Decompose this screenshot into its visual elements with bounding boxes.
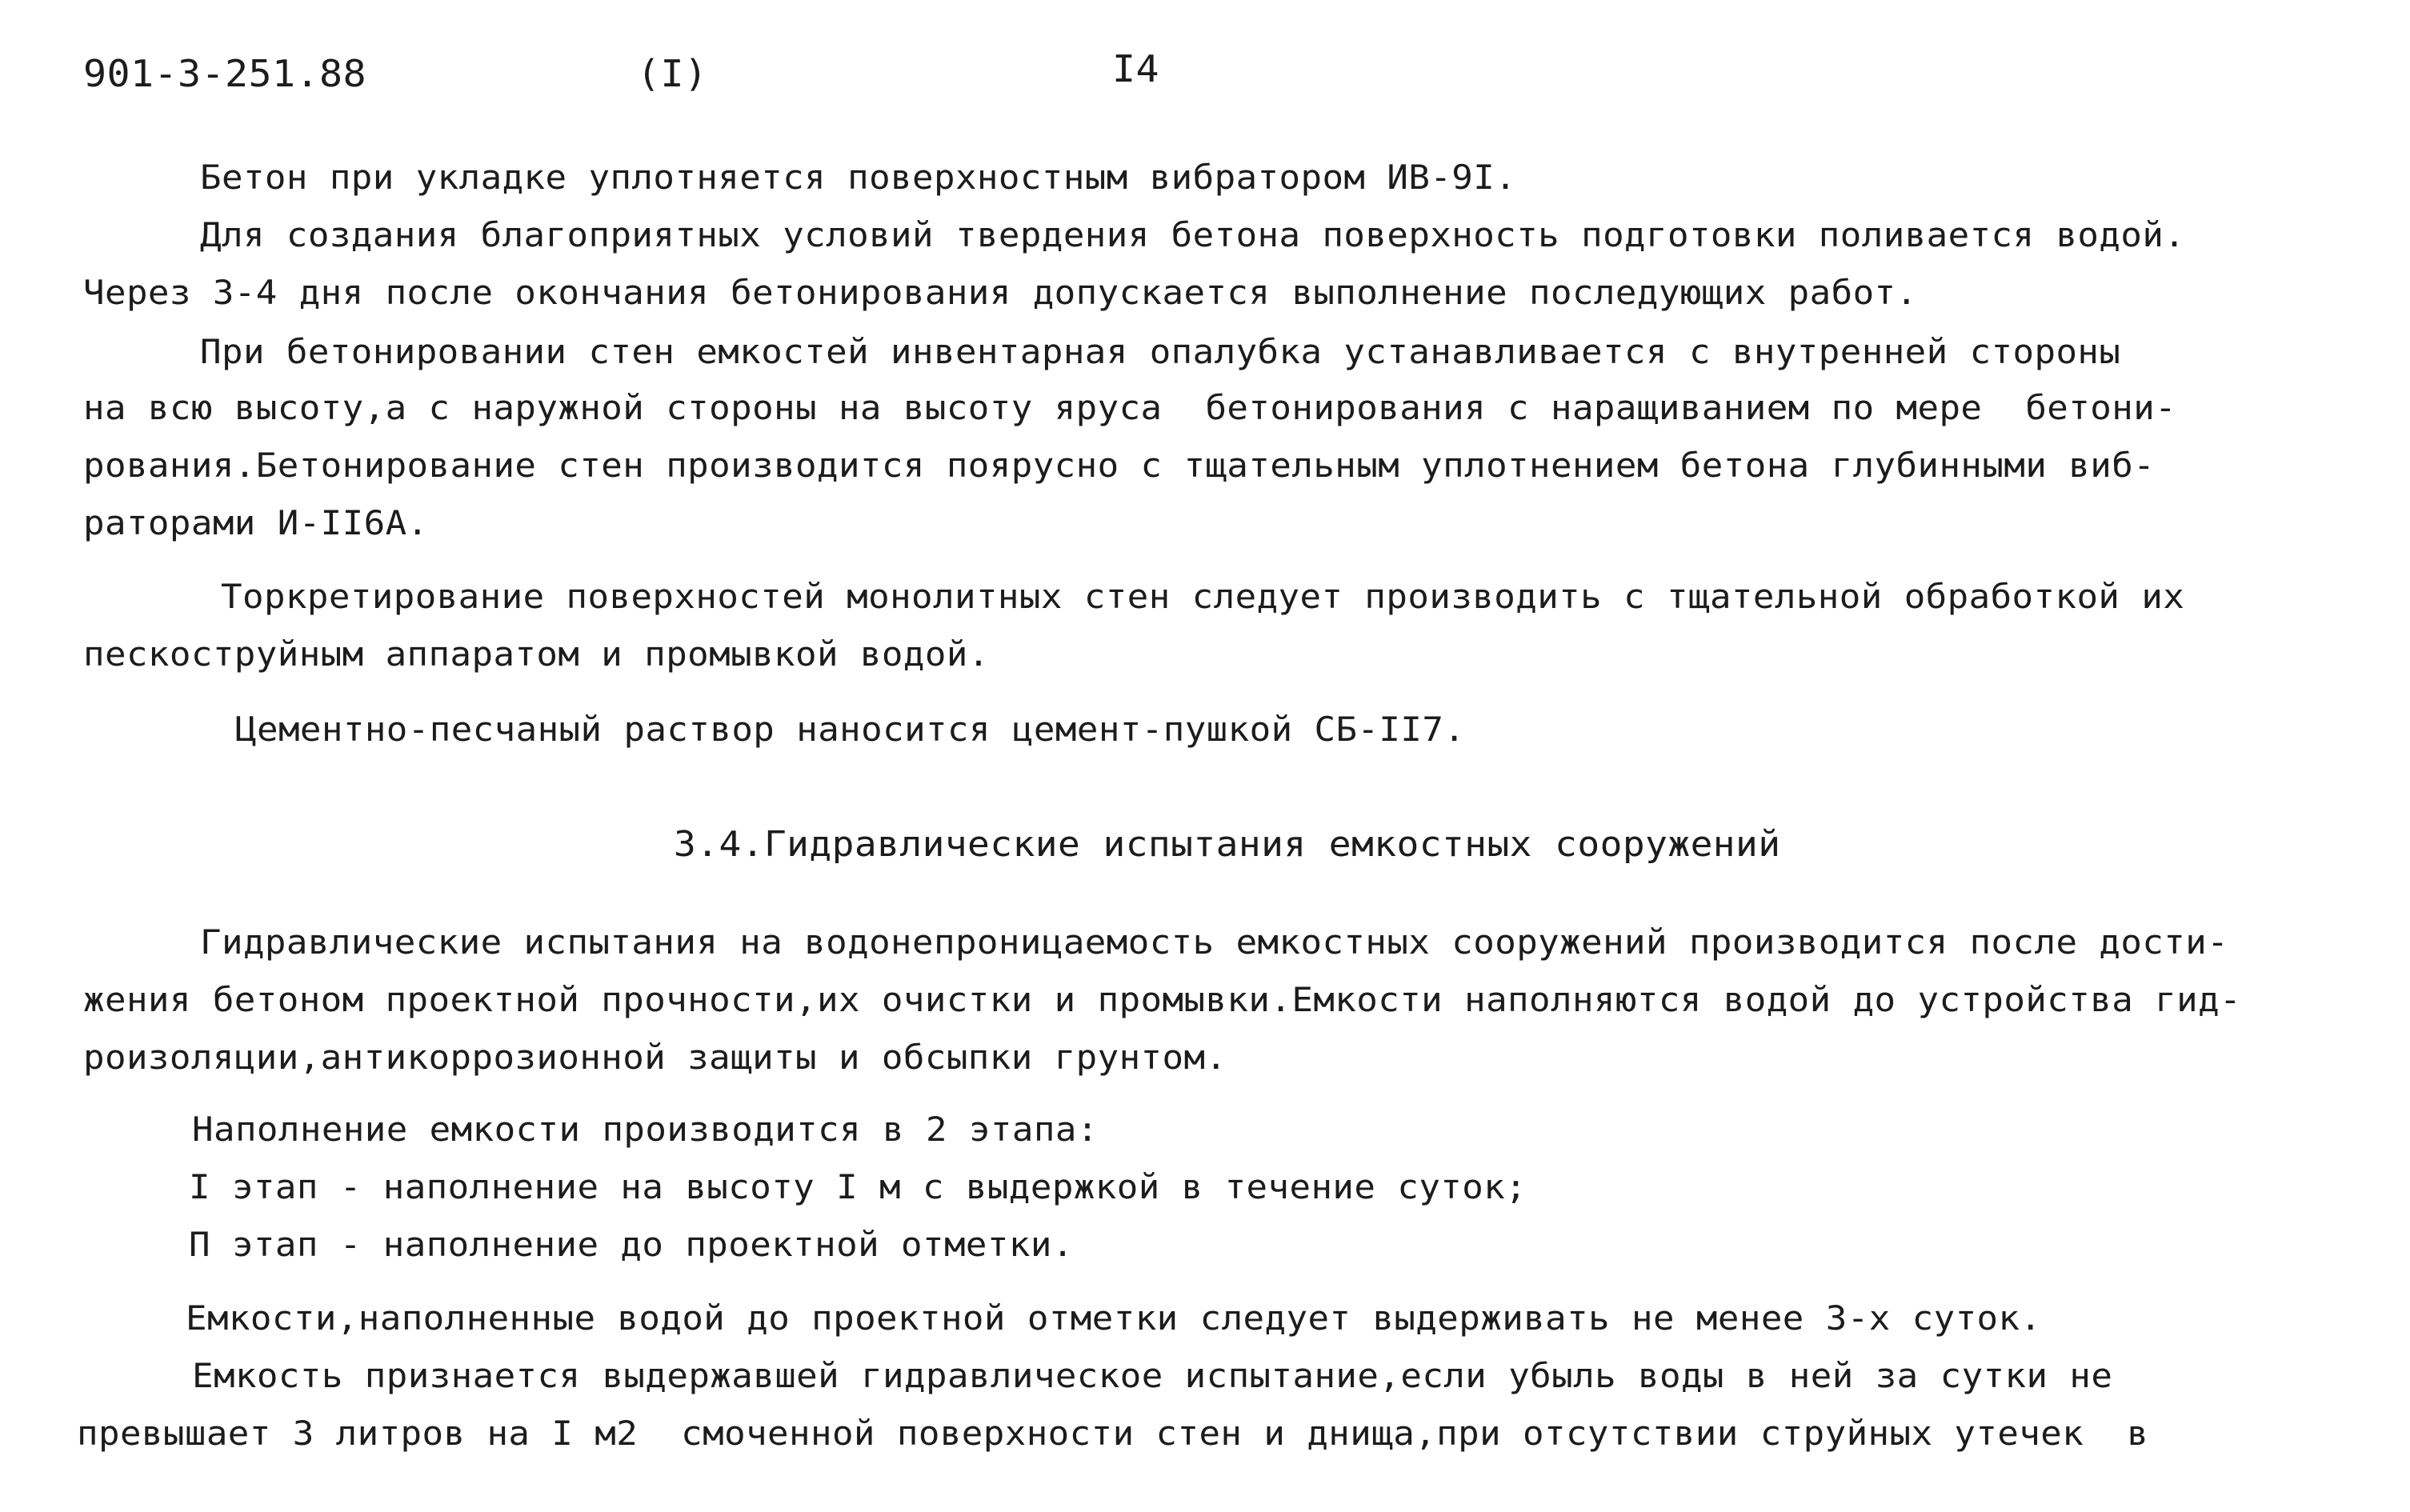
- section-heading: 3.4.Гидравлические испытания емкостных сооружений: [674, 824, 1781, 865]
- stage-one-line: I этап - наполнение на высоту I м с выдержкой в течение суток;: [189, 1167, 1527, 1206]
- section-paragraph-line: Гидравлические испытания на водонепроницаемость емкостных сооружений производится после дости-: [200, 922, 2229, 962]
- paragraph-line: пескоструйным аппаратом и промывкой водой.: [83, 634, 990, 674]
- paragraph-line: При бетонировании стен емкостей инвентарная опалубка устанавливается с внутренней стороны: [200, 332, 2121, 371]
- paragraph-line: Торкретирование поверхностей монолитных стен следует производить с тщательной обработкой их: [221, 577, 2185, 616]
- document-part: (I): [637, 52, 708, 95]
- paragraph-line: рования.Бетонирование стен производится поярусно с тщательным уплотнением бетона глубинными виб-: [83, 446, 2156, 485]
- section-paragraph-line: роизоляции,антикоррозионной защиты и обсыпки грунтом.: [83, 1038, 1227, 1077]
- section-paragraph-line: Емкости,наполненные водой до проектной отметки следует выдерживать не менее 3-х суток.: [186, 1298, 2042, 1338]
- document-number: 901-3-251.88: [83, 52, 366, 95]
- paragraph-line: Для создания благоприятных условий твердения бетона поверхность подготовки поливается водой.: [200, 215, 2186, 254]
- paragraph-line: Цементно-песчаный раствор наносится цемент-пушкой СБ-II7.: [235, 710, 1466, 749]
- paragraph-line: раторами И-II6А.: [83, 503, 429, 542]
- section-paragraph-line: превышает 3 литров на I м2 смоченной поверхности стен и днища,при отсутствии струйных утечек в: [77, 1414, 2149, 1453]
- page-number: I4: [1112, 47, 1160, 90]
- paragraph-line: Бетон при укладке уплотняется поверхностным вибратором ИВ-9I.: [200, 158, 1517, 197]
- paragraph-line: Через 3-4 дня после окончания бетонирования допускается выполнение последующих работ.: [83, 273, 1918, 312]
- section-paragraph-line: жения бетоном проектной прочности,их очистки и промывки.Емкости наполняются водой до устройства гид-: [83, 980, 2242, 1019]
- section-paragraph-line: Емкость признается выдержавшей гидравлическое испытание,если убыль воды в ней за сутки не: [192, 1356, 2113, 1395]
- stage-two-line: П этап - наполнение до проектной отметки.: [189, 1225, 1074, 1264]
- section-paragraph-line: Наполнение емкости производится в 2 этапа:: [192, 1110, 1099, 1149]
- paragraph-line: на всю высоту,а с наружной стороны на высоту яруса бетонирования с наращиванием по мере бетони-: [83, 388, 2177, 427]
